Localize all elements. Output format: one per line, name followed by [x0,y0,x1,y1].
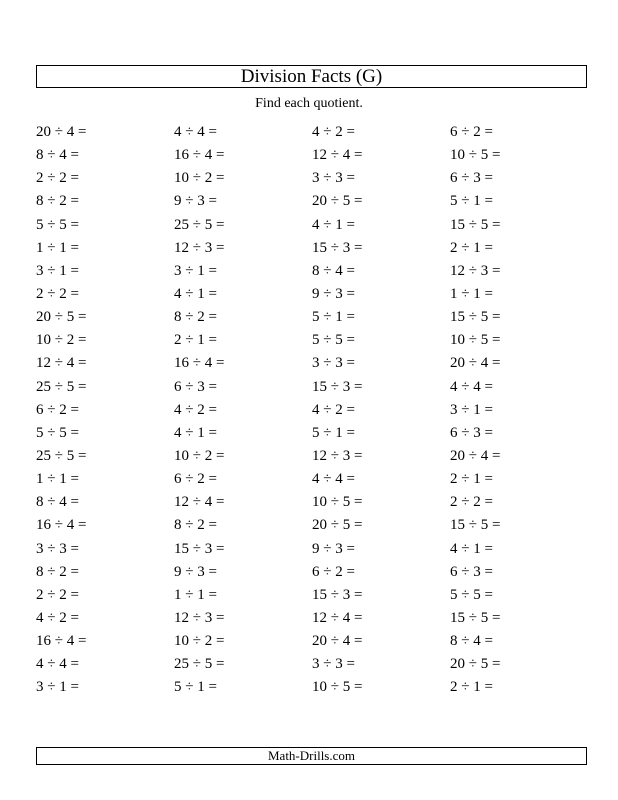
division-problem: 3 ÷ 1 = [36,262,79,279]
division-problem: 10 ÷ 2 = [174,633,225,650]
division-problem: 8 ÷ 2 = [36,193,79,210]
division-problem: 25 ÷ 5 = [174,216,225,233]
division-problem: 4 ÷ 2 = [312,124,355,140]
division-problem: 15 ÷ 3 = [174,540,225,557]
division-problem: 9 ÷ 3 = [312,540,355,557]
division-problem: 4 ÷ 2 = [36,609,79,626]
division-problem: 10 ÷ 2 = [174,447,225,464]
division-problem: 8 ÷ 2 = [36,563,79,580]
division-problem: 4 ÷ 4 = [312,471,355,488]
division-problem: 4 ÷ 2 = [174,401,217,418]
division-problem: 1 ÷ 1 = [450,285,493,302]
division-problem: 6 ÷ 2 = [36,401,79,418]
division-problem: 8 ÷ 4 = [312,262,355,279]
instructions-text: Find each quotient. [255,96,363,111]
division-problem: 10 ÷ 5 = [312,679,363,696]
division-problem: 4 ÷ 4 = [174,124,217,140]
division-problem: 10 ÷ 5 = [450,147,501,164]
division-problem: 5 ÷ 1 = [450,193,493,210]
division-problem: 3 ÷ 3 = [36,540,79,557]
problem-grid [36,121,596,700]
division-problem: 5 ÷ 5 = [36,216,79,233]
division-problem: 3 ÷ 3 = [312,656,355,673]
division-problem: 16 ÷ 4 = [36,517,87,534]
division-problem: 4 ÷ 1 = [174,424,217,441]
division-problem: 2 ÷ 1 = [174,332,217,349]
division-problem: 20 ÷ 4 = [450,447,501,464]
division-problem: 4 ÷ 4 = [36,656,79,673]
division-problem: 10 ÷ 2 = [174,170,225,187]
division-problem: 2 ÷ 1 = [450,679,493,696]
division-problem: 2 ÷ 1 = [450,471,493,488]
division-problem: 6 ÷ 3 = [450,563,493,580]
division-problem: 9 ÷ 3 = [312,285,355,302]
division-problem: 15 ÷ 5 = [450,309,501,326]
division-problem: 12 ÷ 4 = [174,494,225,511]
division-problem: 16 ÷ 4 = [174,147,225,164]
division-problem: 20 ÷ 5 = [312,517,363,534]
division-problem: 1 ÷ 1 = [36,239,79,256]
division-problem: 4 ÷ 1 = [312,216,355,233]
division-problem: 4 ÷ 1 = [450,540,493,557]
division-problem: 5 ÷ 1 = [312,309,355,326]
division-problem: 15 ÷ 3 = [312,586,363,603]
division-problem: 8 ÷ 4 = [36,494,79,511]
division-problem: 16 ÷ 4 = [36,633,87,650]
division-problem: 3 ÷ 1 = [174,262,217,279]
division-problem: 4 ÷ 4 = [450,378,493,395]
division-problem: 15 ÷ 5 = [450,517,501,534]
division-problem: 20 ÷ 5 = [450,656,501,673]
division-problem: 2 ÷ 2 = [450,494,493,511]
division-problem: 12 ÷ 3 = [450,262,501,279]
division-problem: 2 ÷ 1 = [450,239,493,256]
division-problem: 20 ÷ 4 = [450,355,501,372]
footer-credit: Math-Drills.com [36,747,587,765]
division-problem: 6 ÷ 3 = [174,378,217,395]
division-problem: 25 ÷ 5 = [174,656,225,673]
division-problem: 3 ÷ 3 = [312,170,355,187]
division-problem: 3 ÷ 1 = [36,679,79,696]
division-problem: 3 ÷ 3 = [312,355,355,372]
division-problem: 15 ÷ 3 = [312,378,363,395]
division-problem: 20 ÷ 4 = [36,124,87,140]
division-problem: 12 ÷ 4 = [312,147,363,164]
division-problem: 2 ÷ 2 = [36,586,79,603]
division-problem: 12 ÷ 3 = [312,447,363,464]
division-problem: 12 ÷ 4 = [36,355,87,372]
division-problem: 9 ÷ 3 = [174,563,217,580]
division-problem: 6 ÷ 2 = [312,563,355,580]
worksheet-title: Division Facts (G) [36,65,587,88]
division-problem: 15 ÷ 5 = [450,216,501,233]
division-problem: 16 ÷ 4 = [174,355,225,372]
division-problem: 2 ÷ 2 = [36,285,79,302]
division-problem: 12 ÷ 4 = [312,609,363,626]
division-problem: 4 ÷ 1 = [174,285,217,302]
division-problem: 20 ÷ 5 = [36,309,87,326]
division-problem: 10 ÷ 5 = [312,494,363,511]
division-problem: 6 ÷ 3 = [450,170,493,187]
division-problem: 2 ÷ 2 = [36,170,79,187]
division-problem: 10 ÷ 2 = [36,332,87,349]
division-problem: 15 ÷ 5 = [450,609,501,626]
division-problem: 8 ÷ 4 = [36,147,79,164]
division-problem: 8 ÷ 4 = [450,633,493,650]
division-problem: 15 ÷ 3 = [312,239,363,256]
division-problem: 6 ÷ 2 = [450,124,493,140]
division-problem: 12 ÷ 3 = [174,239,225,256]
division-problem: 12 ÷ 3 = [174,609,225,626]
division-problem: 5 ÷ 1 = [312,424,355,441]
division-problem: 10 ÷ 5 = [450,332,501,349]
division-problem: 5 ÷ 5 = [312,332,355,349]
division-problem: 5 ÷ 5 = [36,424,79,441]
division-problem: 8 ÷ 2 = [174,309,217,326]
division-problem: 1 ÷ 1 = [36,471,79,488]
division-problem: 25 ÷ 5 = [36,447,87,464]
division-problem: 6 ÷ 3 = [450,424,493,441]
division-problem: 20 ÷ 5 = [312,193,363,210]
division-problem: 9 ÷ 3 = [174,193,217,210]
division-problem: 8 ÷ 2 = [174,517,217,534]
division-problem: 20 ÷ 4 = [312,633,363,650]
division-problem: 6 ÷ 2 = [174,471,217,488]
division-problem: 5 ÷ 1 = [174,679,217,696]
division-problem: 1 ÷ 1 = [174,586,217,603]
division-problem: 25 ÷ 5 = [36,378,87,395]
division-problem: 4 ÷ 2 = [312,401,355,418]
division-problem: 3 ÷ 1 = [450,401,493,418]
division-problem: 5 ÷ 5 = [450,586,493,603]
